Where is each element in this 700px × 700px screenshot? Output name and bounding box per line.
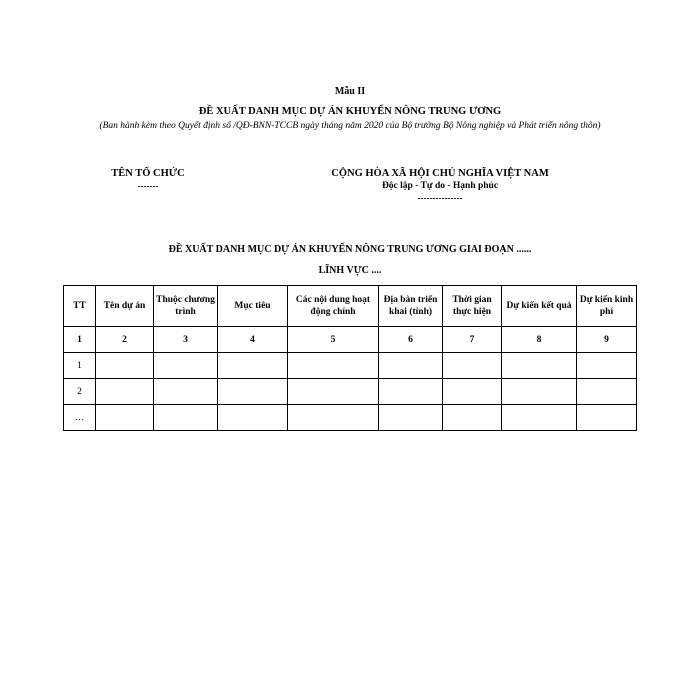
table-cell	[443, 353, 502, 379]
column-number: 7	[443, 327, 502, 353]
column-number-row	[64, 327, 637, 353]
field-title: LĨNH VỰC ....	[318, 265, 382, 276]
column-number: 5	[288, 327, 379, 353]
table-row	[64, 379, 637, 405]
header-cell: Dự kiến kinh phí	[577, 286, 637, 327]
column-number: 4	[218, 327, 288, 353]
header-cell: TT	[64, 286, 96, 327]
document-subtitle: (Ban hành kèm theo Quyết định số /QĐ-BNN-TCCB ngày tháng năm 2020 của Bộ trưởng Bộ Nông nghiệp và Phát triển nông thôn)	[99, 121, 601, 131]
header-cell: Dự kiến kết quả	[502, 286, 577, 327]
organization-divider: -------	[137, 181, 159, 191]
table-cell	[96, 353, 154, 379]
table-cell	[288, 379, 379, 405]
header-cell: Các nội dung hoạt động chính	[288, 286, 379, 327]
national-divider: ---------------	[417, 193, 463, 203]
row-number: 1	[64, 353, 96, 379]
organization-block	[78, 168, 218, 191]
national-motto: Độc lập - Tự do - Hạnh phúc	[381, 181, 499, 191]
section-title: ĐỀ XUẤT DANH MỤC DỰ ÁN KHUYẾN NÔNG TRUNG ƯƠNG GIAI ĐOẠN ......	[168, 244, 532, 255]
header-cell: Tên dự án	[96, 286, 154, 327]
column-number: 3	[154, 327, 218, 353]
table-cell	[96, 379, 154, 405]
column-number: 8	[502, 327, 577, 353]
column-number: 6	[379, 327, 443, 353]
header-cell: Mục tiêu	[218, 286, 288, 327]
table-header-row	[64, 286, 637, 327]
table-cell	[577, 405, 637, 431]
proposal-table	[63, 285, 637, 431]
row-number: …	[64, 405, 96, 431]
table-cell	[379, 405, 443, 431]
table-cell	[502, 353, 577, 379]
table-row	[64, 353, 637, 379]
table-row	[64, 405, 637, 431]
table-cell	[443, 379, 502, 405]
table-cell	[288, 353, 379, 379]
table-cell	[443, 405, 502, 431]
table-cell	[379, 379, 443, 405]
table-cell	[502, 405, 577, 431]
column-number: 1	[64, 327, 96, 353]
table-cell	[96, 405, 154, 431]
header-cell: Thời gian thực hiện	[443, 286, 502, 327]
table-cell	[577, 379, 637, 405]
table-cell	[502, 379, 577, 405]
table-cell	[577, 353, 637, 379]
table-cell	[154, 353, 218, 379]
table-cell	[288, 405, 379, 431]
form-id: Mẫu II	[334, 86, 366, 97]
table-cell	[154, 405, 218, 431]
header-cell: Địa bàn triển khai (tỉnh)	[379, 286, 443, 327]
table-cell	[218, 379, 288, 405]
table-cell	[218, 405, 288, 431]
national-name: CỘNG HÒA XÃ HỘI CHỦ NGHĨA VIỆT NAM	[331, 168, 549, 179]
national-heading	[300, 168, 580, 203]
table-cell	[379, 353, 443, 379]
document-title: ĐỀ XUẤT DANH MỤC DỰ ÁN KHUYẾN NÔNG TRUNG ƯƠNG	[198, 106, 502, 117]
row-number: 2	[64, 379, 96, 405]
column-number: 2	[96, 327, 154, 353]
column-number: 9	[577, 327, 637, 353]
table-cell	[218, 353, 288, 379]
header-cell: Thuộc chương trình	[154, 286, 218, 327]
table-cell	[154, 379, 218, 405]
organization-name: TÊN TỔ CHỨC	[111, 168, 185, 179]
